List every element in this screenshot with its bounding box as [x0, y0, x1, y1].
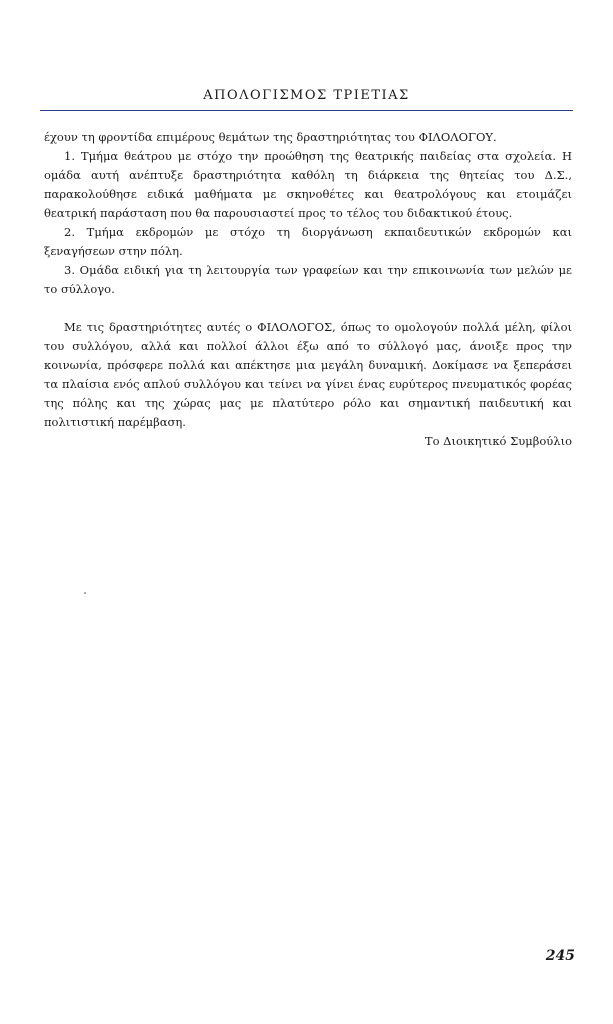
header-rule — [40, 110, 573, 111]
page-number: 245 — [545, 948, 575, 964]
list-item-theatre: 1. Τμήμα θεάτρου με στόχο την προώθηση της θεατρικής παιδείας στα σχολεία. Η ομάδα αυτή ανέπτυξε δραστηριότητα καθόλη τη διάρκεια της θητείας του Δ.Σ., παρακολούθησε ειδικά μαθήματα με σκηνοθέτες και θεατρολόγους και ετοιμάζει θεατρική παράσταση που θα παρουσιαστεί προς το τέλος του διδακτικού έτους. — [44, 149, 572, 220]
paragraph-continuation: έχουν τη φροντίδα επιμέρους θεμάτων της δραστηριότητας του ΦΙΛΟΛΟΓΟΥ. — [44, 130, 497, 144]
list-item-offices: 3. Ομάδα ειδική για τη λειτουργία των γραφείων και την επικοινωνία των μελών με το σύλλογο. — [44, 263, 572, 296]
body-text — [44, 128, 572, 451]
paragraph-gap — [44, 299, 572, 318]
running-header: ΑΠΟΛΟΓΙΣΜΟΣ ΤΡΙΕΤΙΑΣ — [203, 88, 410, 103]
signature: Το Διοικητικό Συμβούλιο — [424, 434, 572, 448]
scan-speck — [84, 592, 86, 594]
paragraph-summary: Με τις δραστηριότητες αυτές ο ΦΙΛΟΛΟΓΟΣ, όπως το ομολογούν πολλά μέλη, φίλοι του συλλόγου, αλλά και πολλοί άλλοι έξω από το σύλλογό μας, άνοιξε προς την κοινωνία, πρόσφερε πολλά και απέκτησε μια μεγάλη δυναμική. Δοκίμασε να ξεπεράσει τα πλαίσια ενός απλού συλλόγου και τείνει να γίνει ένας ευρύτερος πνευματικός φορέας της πόλης και της χώρας μας με πλατύτερο ρόλο και σημαντική παιδευτική και πολιτιστική παρέμβαση. — [44, 320, 572, 429]
list-item-excursions: 2. Τμήμα εκδρομών με στόχο τη διοργάνωση εκπαιδευτικών εκδρομών και ξεναγήσεων στην πόλη. — [44, 225, 572, 258]
